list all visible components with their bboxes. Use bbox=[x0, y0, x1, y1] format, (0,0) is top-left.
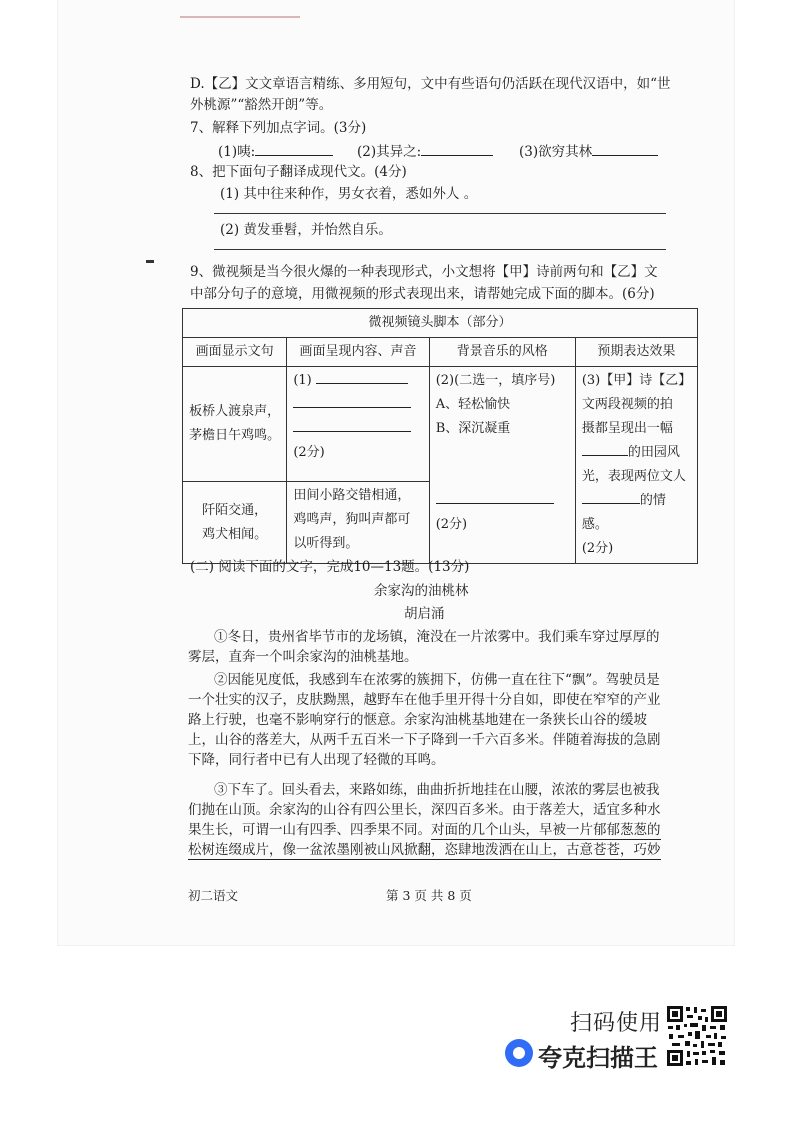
effect-score: (2分) bbox=[581, 541, 614, 556]
question-7: 7、解释下列加点字词。(3分) bbox=[190, 120, 367, 136]
row1-content-cell bbox=[287, 367, 429, 482]
row1-answer-line2[interactable] bbox=[293, 393, 411, 408]
row1-text-line1: 板桥人渡泉声， bbox=[189, 404, 281, 419]
row1-score: (2分) bbox=[293, 445, 325, 460]
option-d-line1: D.【乙】文文章语言精练、多用短句，文中有些语句仍活跃在现代汉语中，如“世 bbox=[190, 76, 671, 92]
article-title: 余家沟的油桃林 bbox=[374, 583, 469, 599]
q7-item-3-label: (3)欲穷其林 bbox=[519, 144, 593, 160]
q8-sentence-1: (1) 其中往来种作，男女衣着，悉如外人 。 bbox=[220, 186, 478, 202]
row2-text bbox=[183, 482, 287, 564]
effect-line4: 的田园风 bbox=[627, 445, 680, 460]
header-text: 画面显示文句 bbox=[183, 338, 287, 367]
effect-line2: 文两段视频的拍 bbox=[581, 397, 673, 412]
option-d-line2: 外桃源”“豁然开朗”等。 bbox=[190, 97, 333, 113]
script-table-title: 微视频镜头脚本（部分） bbox=[183, 309, 698, 338]
footer-page-number: 第 3 页 共 8 页 bbox=[386, 888, 472, 903]
effect-line3: 摄都呈现出一幅 bbox=[581, 421, 673, 436]
paragraph-1: ①冬日，贵州省毕节市的龙场镇，淹没在一片浓雾中。我们乘车穿过厚厚的雾层，直奔一个叫余家沟的油桃基地。 bbox=[188, 629, 660, 665]
music-style-cell bbox=[429, 367, 575, 564]
effect-line1: (3)【甲】诗【乙】 bbox=[581, 373, 692, 388]
top-mark bbox=[180, 16, 300, 18]
effect-answer-1[interactable] bbox=[582, 441, 628, 456]
music-option-b: B、深沉凝重 bbox=[435, 421, 511, 436]
row2-content-line2: 鸡鸣声，狗叫声都可 bbox=[293, 512, 411, 527]
row2-content-line1: 田间小路交错相通， bbox=[293, 488, 411, 503]
article-author: 胡启涌 bbox=[404, 606, 445, 622]
header-expected-effect: 预期表达效果 bbox=[575, 338, 697, 367]
question-9-line2: 中部分句子的意境，用微视频的形式表现出来，请帮她完成下面的脚本。(6分) bbox=[190, 286, 655, 302]
margin-mark bbox=[146, 260, 154, 263]
q7-item-2 bbox=[357, 141, 493, 162]
watermark-app-name: 夸克扫描王 bbox=[538, 1044, 658, 1072]
quark-logo-icon bbox=[505, 1039, 533, 1067]
q8-answer-line-1[interactable] bbox=[214, 213, 666, 214]
header-content-sound: 画面呈现内容、声音 bbox=[287, 338, 429, 367]
q8-answer-line-2[interactable] bbox=[214, 249, 666, 250]
q7-answer-1[interactable] bbox=[255, 141, 333, 156]
paragraph-3-underlined: 对面的几个山头，早被一片郁郁葱葱的松树连缀成片，像一盆浓墨刚被山风掀翻，恣肆地泼洒在山上，古意苍苍，巧妙 bbox=[188, 822, 661, 858]
row2-text-line1: 阡陌交通， bbox=[202, 502, 268, 518]
effect-line6: 的情感。 bbox=[581, 493, 666, 532]
paragraph-3 bbox=[188, 780, 668, 860]
row2-content-line3: 以听得到。 bbox=[293, 536, 359, 551]
effect-line5: 光，表现两位文人 bbox=[581, 469, 686, 484]
row1-number: (1) bbox=[293, 373, 312, 388]
paragraph-3-text: ③下车了。回头看去，来路如练，曲曲折折地挂在山腰，浓浓的雾层也被我们抛在山顶。余家沟的山谷有四公里长，深四百多米。由于落差大，适宜多种水果生长，可谓一山有四季、四季果不同。 bbox=[188, 782, 661, 838]
row1-answer-line3[interactable] bbox=[293, 417, 411, 432]
qr-code-icon[interactable] bbox=[666, 1005, 728, 1067]
row1-text bbox=[183, 367, 287, 482]
row2-content-cell bbox=[287, 482, 429, 564]
music-choose-hint: (2)(二选一，填序号) bbox=[435, 373, 556, 388]
effect-cell bbox=[575, 367, 697, 564]
question-8: 8、把下面句子翻译成现代文。(4分) bbox=[190, 164, 407, 180]
question-9-line1: 9、微视频是当今很火爆的一种表现形式，小文想将【甲】诗前两句和【乙】文 bbox=[190, 264, 658, 280]
q7-item-1 bbox=[218, 141, 333, 162]
effect-answer-2[interactable] bbox=[582, 489, 640, 504]
q7-item-1-label: (1)咦: bbox=[218, 144, 256, 160]
section-2-heading: (二) 阅读下面的文字，完成10—13题。(13分) bbox=[190, 559, 470, 575]
footer-subject: 初二语文 bbox=[188, 888, 239, 903]
q7-item-3 bbox=[519, 141, 658, 162]
q7-answer-2[interactable] bbox=[421, 141, 493, 156]
row1-text-line2: 茅檐日午鸡鸣。 bbox=[189, 428, 281, 443]
q7-item-2-label: (2)其异之: bbox=[357, 144, 422, 160]
paragraph-2: ②因能见度低，我感到车在浓雾的簇拥下，仿佛一直在往下“飘”。驾驶员是一个壮实的汉子，皮肤黝黑，越野车在他手里开得十分自如，即使在窄窄的产业路上行驶，也毫不影响穿行的惬意。余家沟油桃基地建在一条狭长山谷的缓坡上，山谷的落差大，从两千五百米一下子降到一千六百多米。伴随着海拔的急剧下降，同行者中已有人出现了轻微的耳鸣。 bbox=[188, 672, 661, 768]
script-table bbox=[182, 308, 698, 564]
header-music-style: 背景音乐的风格 bbox=[429, 338, 575, 367]
music-score: (2分) bbox=[435, 517, 468, 532]
music-option-a: A、轻松愉快 bbox=[435, 397, 511, 412]
row2-text-line2: 鸡犬相闻。 bbox=[202, 526, 268, 542]
watermark-scan-text: 扫码使用 bbox=[570, 1011, 663, 1036]
q8-sentence-2: (2) 黄发垂髫，并怡然自乐。 bbox=[220, 222, 392, 238]
q7-answer-3[interactable] bbox=[592, 141, 658, 156]
row1-answer-line1[interactable] bbox=[316, 369, 408, 384]
music-answer-line[interactable] bbox=[436, 489, 554, 504]
